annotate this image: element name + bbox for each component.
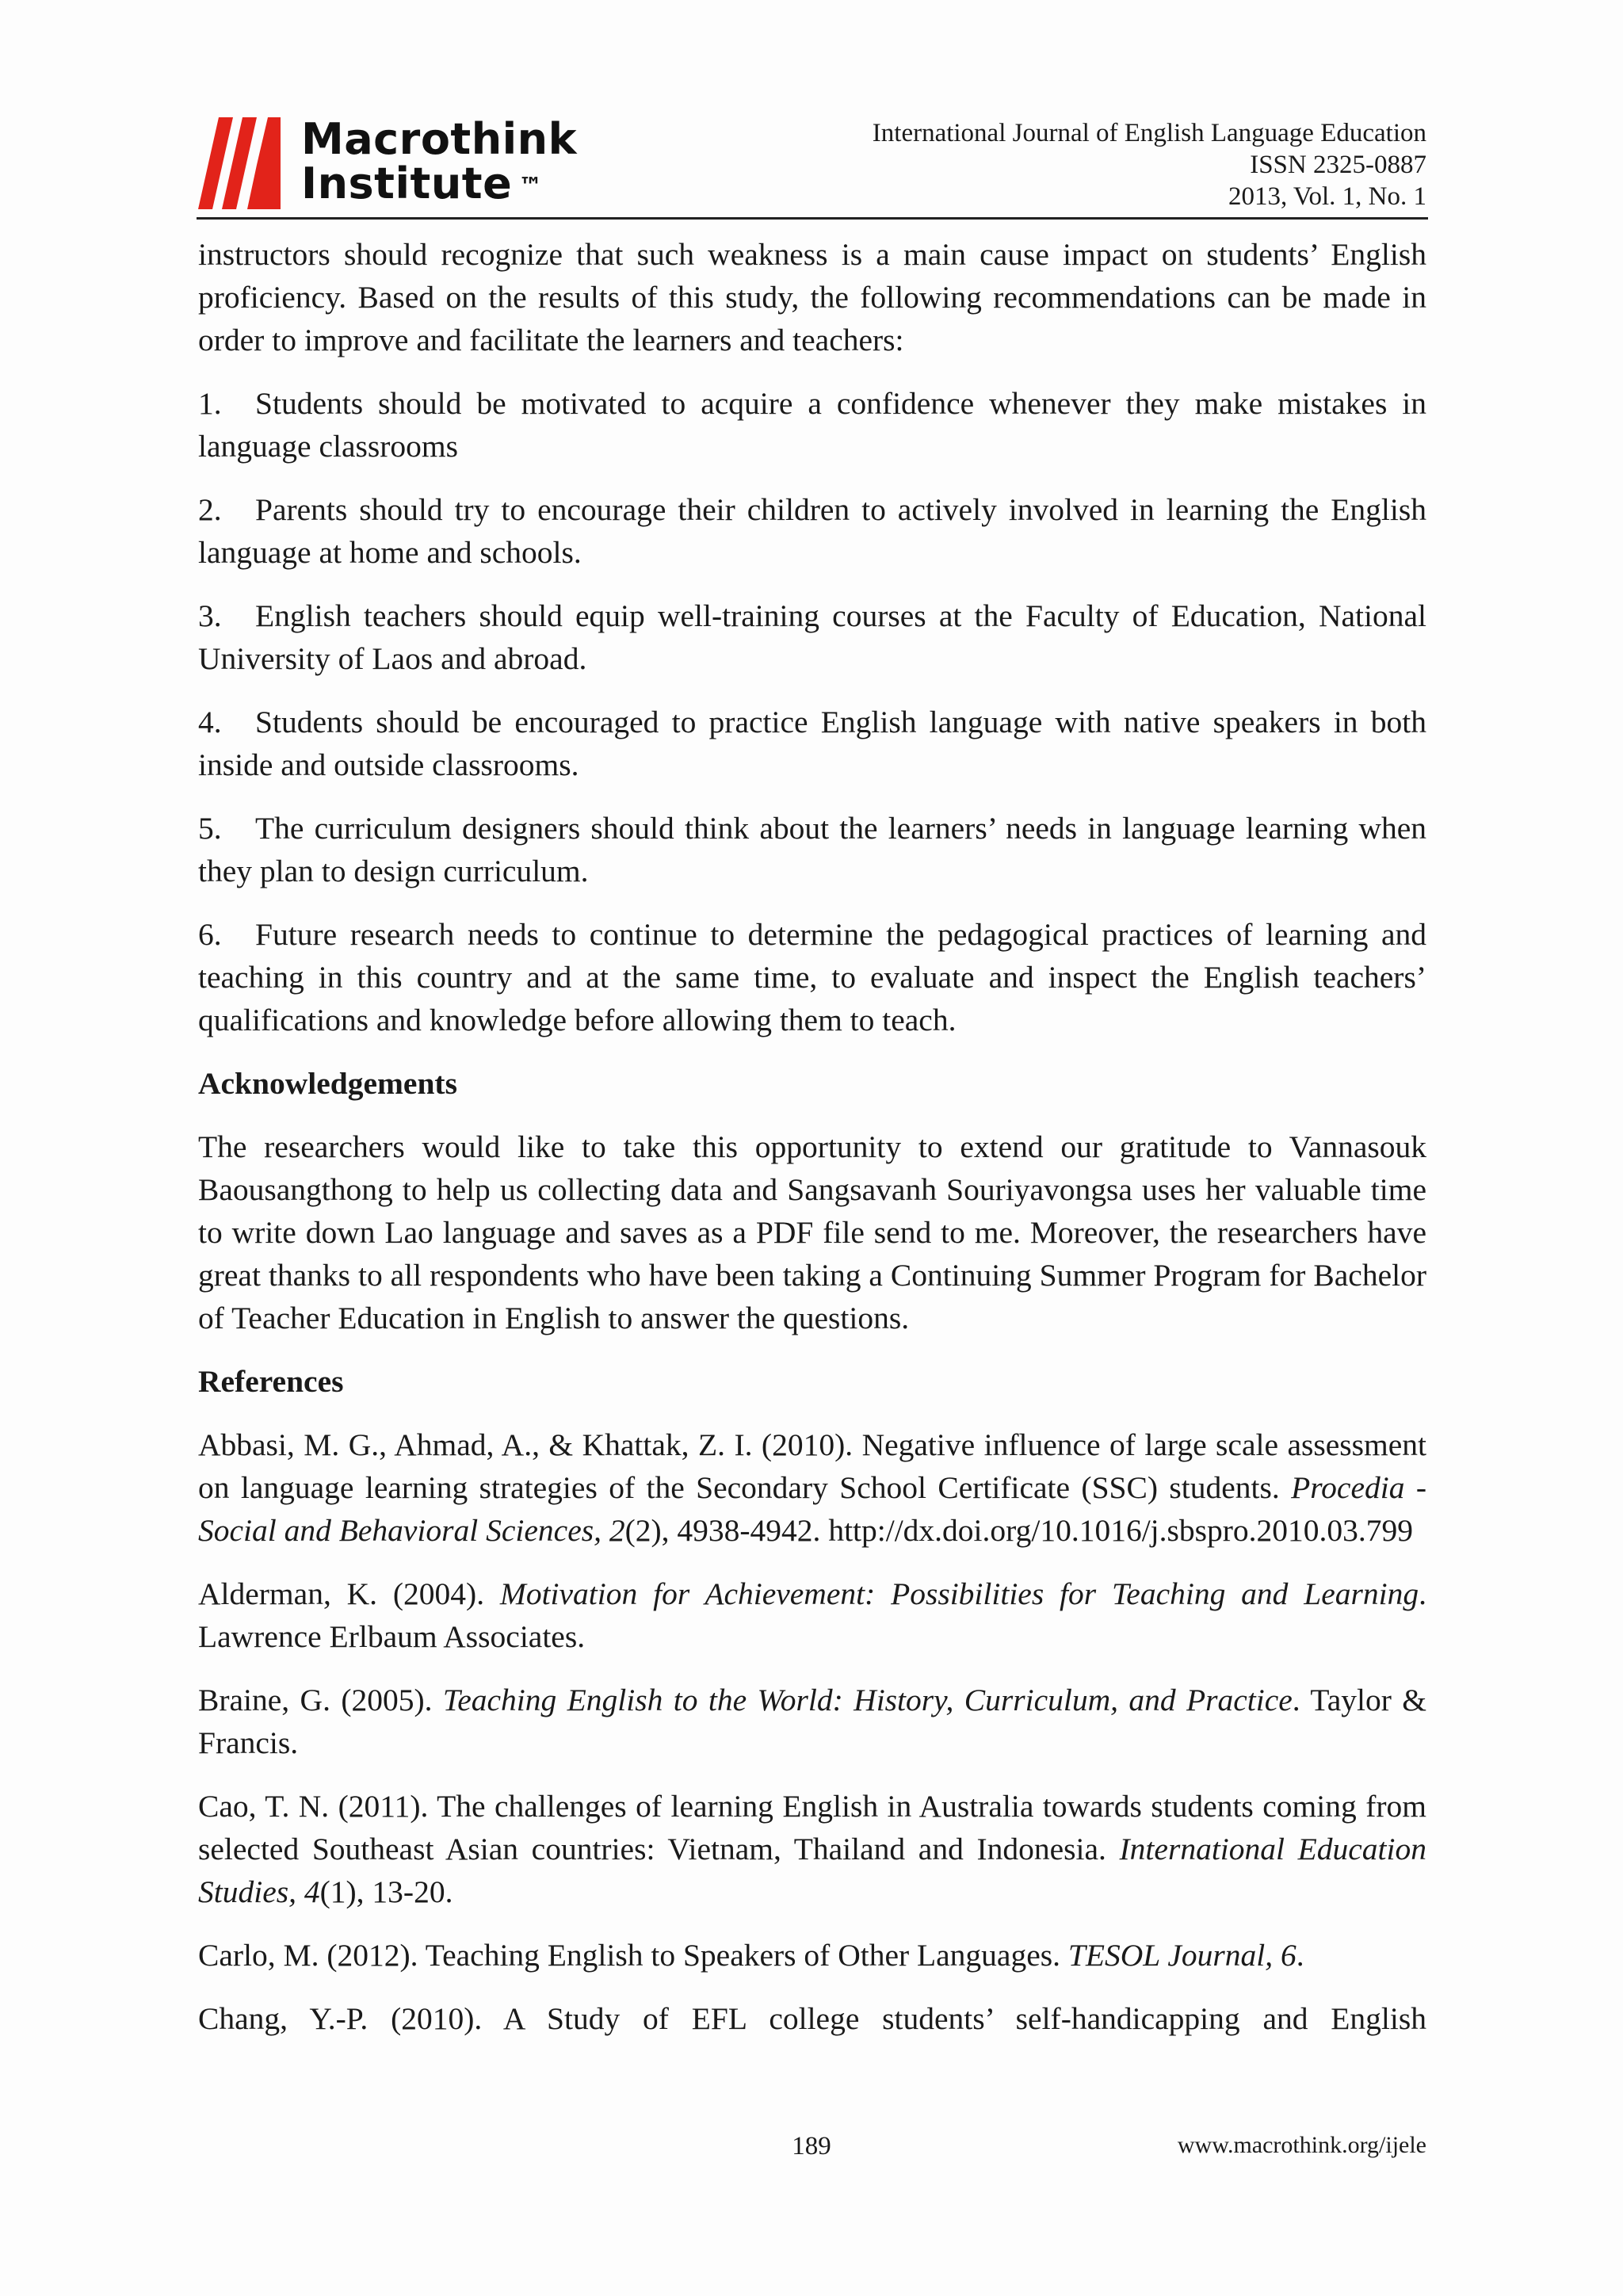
item-number: 4. [198,705,222,739]
recommendation-item [198,701,1426,786]
ref-text: Chang, Y.-P. (2010). A Study of EFL college students’ self-handicapping and English [198,2001,1426,2036]
reference-entry [198,1934,1426,1977]
journal-info [873,117,1426,212]
intro-paragraph: instructors should recognize that such weakness is a main cause impact on students’ English proficiency. Based on the results of this study, the following recommendations can be made in order to improve and facilitate the learners and teachers: [198,237,1426,357]
footer-website[interactable]: www.macrothink.org/ijele [1177,2132,1426,2158]
recommendation-item [198,594,1426,680]
item-number: 6. [198,917,222,952]
ref-source: Procedia - Social and Behavioral Sciences, 2 [198,1470,1427,1548]
item-text: The curriculum designers should think about the learners’ needs in language learning when they plan to design curriculum. [198,811,1426,888]
recommendations-list [198,382,1426,1041]
logo-wordmark [301,114,578,208]
item-text: Future research needs to continue to determine the pedagogical practices of learning and teaching in this country and at the same time, to evaluate and inspect the English teachers’ qualifications and knowledge before allowing them to teach. [198,917,1426,1037]
item-number: 2. [198,492,222,527]
ref-text-after: . Lawrence Erlbaum Associates. [198,1576,1426,1654]
logo-line-1: Macrothink [301,114,578,164]
ref-doi-link[interactable]: http://dx.doi.org/10.1016/j.sbspro.2010.03.799 [828,1513,1414,1548]
ref-text: Braine, G. (2005). [198,1683,443,1717]
reference-entry [198,1572,1426,1658]
body-content [198,233,1426,2061]
ref-source: Teaching English to the World: History, Curriculum, and Practice [442,1683,1293,1717]
reference-entry [198,1423,1426,1552]
ref-text: Alderman, K. (2004). [198,1576,500,1611]
ref-text-after: . Taylor & Francis. [198,1683,1426,1760]
ref-source: Motivation for Achievement: Possibilities for Teaching and Learning [499,1576,1419,1611]
references-list [198,1423,1426,2040]
reference-entry [198,1679,1426,1764]
references-heading: References [198,1364,344,1399]
item-number: 1. [198,386,222,421]
item-text: Parents should try to encourage their children to actively involved in learning the English language at home and schools. [198,492,1426,570]
logo-mark-icon [198,117,293,209]
logo-line-2: Institute [301,159,513,208]
acknowledgements-paragraph: The researchers would like to take this opportunity to extend our gratitude to Vannasouk Baousangthong to help us collecting data and Sangsavanh Souriyavongsa uses her valuable time to write down Lao language and saves as a PDF file send to me. Moreover, the researchers have great thanks to all respondents who have been taking a Continuing Summer Program for Bachelor of Teacher Education in English to answer the questions. [198,1129,1426,1335]
reference-entry [198,1785,1426,1913]
item-number: 5. [198,811,222,846]
acknowledgements-heading: Acknowledgements [198,1066,457,1101]
ref-text: Abbasi, M. G., Ahmad, A., & Khattak, Z. I. (2010). Negative influence of large scale assessment on language learning strategies of the Secondary School Certificate (SSC) students. [198,1427,1426,1505]
ref-source: TESOL Journal, 6 [1067,1938,1296,1973]
ref-text-after: (2), 4938-4942. [624,1513,829,1548]
item-text: Students should be motivated to acquire a confidence whenever they make mistakes in language classrooms [198,386,1426,464]
recommendation-item [198,382,1426,468]
journal-issn: ISSN 2325-0887 [1250,151,1426,179]
journal-volume: 2013, Vol. 1, No. 1 [1228,182,1426,211]
reference-entry [198,1997,1426,2040]
item-text: Students should be encouraged to practice English language with native speakers in both inside and outside classrooms. [198,705,1426,782]
ref-source: International Education Studies, 4 [198,1832,1426,1909]
macrothink-logo [198,114,618,209]
recommendation-item [198,488,1426,574]
trademark-symbol: ™ [518,173,543,201]
ref-text: Carlo, M. (2012). Teaching English to Speakers of Other Languages. [198,1938,1068,1973]
page-number: 189 [792,2132,831,2160]
recommendation-item [198,913,1426,1041]
recommendation-item [198,807,1426,892]
item-text: English teachers should equip well-training courses at the Faculty of Education, National University of Laos and abroad. [198,598,1426,676]
item-number: 3. [198,598,222,633]
ref-text-after: (1), 13-20. [319,1874,453,1909]
journal-title: International Journal of English Language Education [872,119,1426,147]
ref-text-after: . [1296,1938,1304,1973]
ref-text: Cao, T. N. (2011). The challenges of learning English in Australia towards students coming from selected Southeast Asian countries: Vietnam, Thailand and Indonesia. [198,1789,1426,1866]
header-divider [197,217,1428,220]
